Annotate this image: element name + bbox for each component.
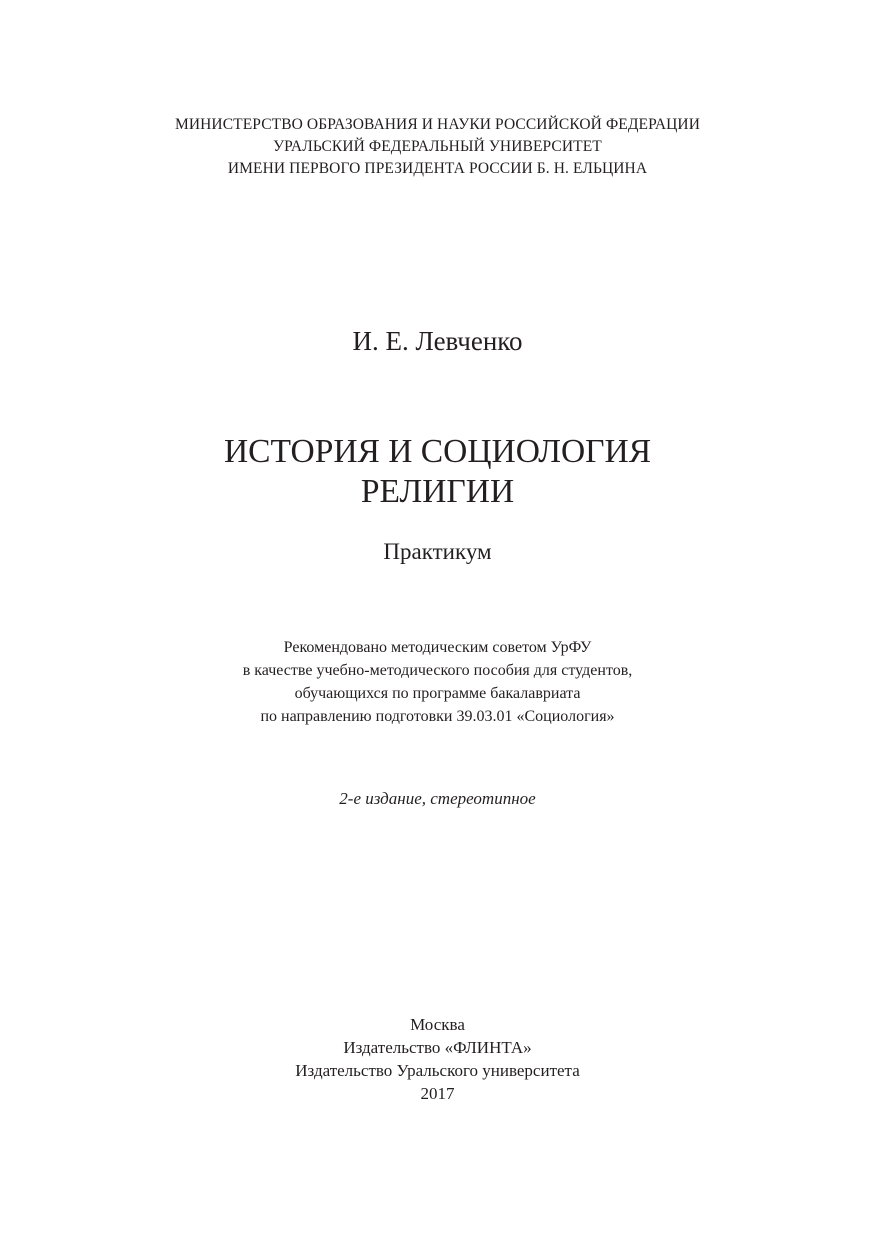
imprint-year: 2017: [420, 1084, 455, 1103]
recommendation-line-4: по направлению подготовки 39.03.01 «Социология»: [260, 708, 615, 725]
imprint-publisher-1: Издательство «ФЛИНТА»: [343, 1038, 532, 1057]
recommendation-line-1: Рекомендовано методическим советом УрФУ: [283, 639, 592, 656]
book-title-line-2: РЕЛИГИИ: [360, 473, 515, 510]
book-title-line-1: ИСТОРИЯ И СОЦИОЛОГИЯ: [223, 433, 652, 470]
book-title: [0, 432, 875, 512]
imprint-publisher-2: Издательство Уральского университета: [295, 1061, 580, 1080]
recommendation-line-2: в качестве учебно-методического пособия для студентов,: [242, 662, 633, 679]
university-line: УРАЛЬСКИЙ ФЕДЕРАЛЬНЫЙ УНИВЕРСИТЕТ: [273, 138, 602, 155]
institution-header: [0, 114, 875, 180]
recommendation-line-3: обучающихся по программе бакалавриата: [294, 685, 581, 702]
edition-note: 2-е издание, стереотипное: [339, 789, 536, 808]
book-subtitle: Практикум: [383, 539, 492, 564]
recommendation-note: [0, 636, 875, 728]
imprint-city: Москва: [410, 1015, 465, 1034]
university-name-line: ИМЕНИ ПЕРВОГО ПРЕЗИДЕНТА РОССИИ Б. Н. ЕЛЬЦИНА: [227, 160, 648, 177]
author-name: И. Е. Левченко: [352, 326, 523, 356]
imprint: [0, 1013, 875, 1105]
ministry-line: МИНИСТЕРСТВО ОБРАЗОВАНИЯ И НАУКИ РОССИЙСКОЙ ФЕДЕРАЦИИ: [174, 116, 701, 133]
